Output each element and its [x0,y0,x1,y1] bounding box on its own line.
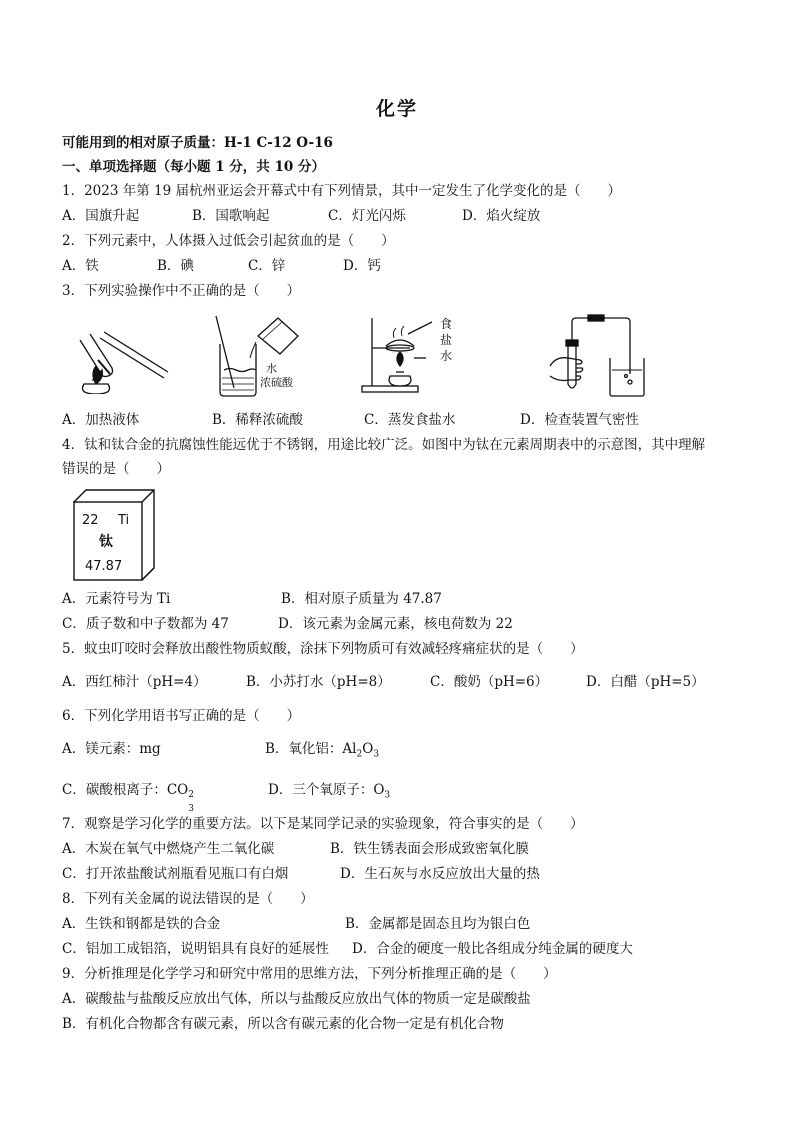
option-d: D．生石灰与水反应放出大量的热 [340,866,540,882]
question-5-stem: 5．蚊虫叮咬时会释放出酸性物质蚁酸，涂抹下列物质可有效减轻疼痛症状的是（ ） [62,641,584,657]
question-9-stem: 9．分析推理是化学学习和研究中常用的思维方法，下列分析推理正确的是（ ） [62,966,557,982]
option-d: D．该元素为金属元素，核电荷数为 22 [278,616,513,632]
option-d-prefix: D．三个氧原子：O [268,782,385,798]
option-a: A．铁 [62,258,99,274]
subscript: 3 [188,804,194,814]
option-b: B．铁生锈表面会形成致密氧化膜 [330,841,529,857]
option-d: D．合金的硬度一般比各组成分纯金属的硬度大 [352,941,633,957]
periodic-table-tile [68,488,158,584]
option-b: B．小苏打水（pH=8） [246,674,391,690]
element-name: 钛 [99,534,113,550]
page-title: 化学 [375,98,418,120]
option-a: A．镁元素：mg [62,741,161,757]
question-5-options [62,673,742,691]
question-1-stem: 1．2023 年第 19 届杭州亚运会开幕式中有下列情景，其中一定发生了化学变化的是（ ） [62,183,621,199]
option-a: A．木炭在氧气中燃烧产生二氧化碳 [62,841,275,857]
option-c: C．锌 [248,258,286,274]
salt-label-2: 盐 [440,333,453,347]
atomic-mass: 47.87 [85,559,123,574]
option-d [268,781,390,805]
question-6-stem: 6．下列化学用语书写正确的是（ ） [62,708,301,724]
option-b-mid: O [362,741,374,757]
option-c: C．灯光闪烁 [328,208,406,224]
option-c [62,781,196,814]
option-c: C．铝加工成铝箔，说明铝具有良好的延展性 [62,941,329,957]
subscript: 3 [373,749,380,760]
option-b [265,740,379,764]
option-a: A．加热液体 [62,412,140,428]
question-8-options-row2 [62,940,742,958]
question-8-options-row1 [62,915,742,933]
question-3-options [62,411,742,429]
subscript: 3 [384,790,391,801]
question-6-options-row2 [62,781,742,814]
option-d: D．钙 [343,258,381,274]
option-a: A．生铁和钢都是铁的合金 [62,916,221,932]
question-7-options-row1 [62,840,742,858]
atomic-number: 22 [82,513,99,528]
section-heading: 一、单项选择题（每小题 1 分，共 10 分） [62,159,325,175]
airtightness-figure [546,314,646,398]
salt-label-1: 食 [440,317,453,331]
option-a: A．国旗升起 [62,208,140,224]
question-4-stem-line2: 错误的是（ ） [62,461,170,477]
option-d: D．焰火绽放 [462,208,541,224]
option-b: B．国歌响起 [192,208,270,224]
option-c: C．蒸发食盐水 [364,412,456,428]
question-6-options-row1 [62,740,742,758]
superscript: 2 [188,790,194,800]
question-8-stem: 8．下列有关金属的说法错误的是（ ） [62,891,314,907]
option-b: B．稀释浓硫酸 [212,412,303,428]
question-4-stem-line1: 4．钛和钛合金的抗腐蚀性能远优于不锈钢，用途比较广泛。如图中为钛在元素周期表中的示意图，其中理解 [62,437,706,453]
option-a: A．碳酸盐与盐酸反应放出气体，所以与盐酸反应放出气体的物质一定是碳酸盐 [62,991,531,1007]
question-3-stem: 3．下列实验操作中不正确的是（ ） [62,283,301,299]
dilute-acid-figure [212,314,308,398]
option-b: B．相对原子质量为 47.87 [281,591,442,607]
option-c-prefix: C．碳酸根离子：CO [62,782,189,798]
question-2-options [62,257,742,275]
option-c: C．打开浓盐酸试剂瓶看见瓶口有白烟 [62,866,289,882]
question-7-stem: 7．观察是学习化学的重要方法。以下是某同学记录的实验现象，符合事实的是（ ） [62,816,584,832]
option-c: C．酸奶（pH=6） [430,674,549,690]
question-1-options [62,207,742,225]
option-b: B．碘 [157,258,194,274]
option-a: A．西红柿汁（pH=4） [62,674,207,690]
acid-label: 浓硫酸 [260,376,293,389]
salt-label-3: 水 [440,349,453,363]
atomic-mass-line: 可能用到的相对原子质量：H-1 C-12 O-16 [62,135,333,151]
option-a: A．元素符号为 Ti [62,591,171,607]
heating-liquid-figure [72,318,172,394]
question-4-options-row2 [62,615,742,633]
question-4-options-row1 [62,590,742,608]
evaporation-figure [356,314,462,394]
option-b: B．有机化合物都含有碳元素，所以含有碳元素的化合物一定是有机化合物 [62,1016,504,1032]
option-d: D．白醋（pH=5） [586,674,705,690]
question-7-options-row2 [62,865,742,883]
subscript: 2 [356,749,363,760]
option-b-prefix: B．氧化铝：Al [265,741,357,757]
water-label: 水 [266,362,277,375]
element-symbol: Ti [118,513,130,528]
question-2-stem: 2．下列元素中，人体摄入过低会引起贫血的是（ ） [62,233,395,249]
option-c: C．质子数和中子数都为 47 [62,616,229,632]
option-d: D．检查装置气密性 [520,412,639,428]
option-b: B．金属都是固态且均为银白色 [345,916,531,932]
